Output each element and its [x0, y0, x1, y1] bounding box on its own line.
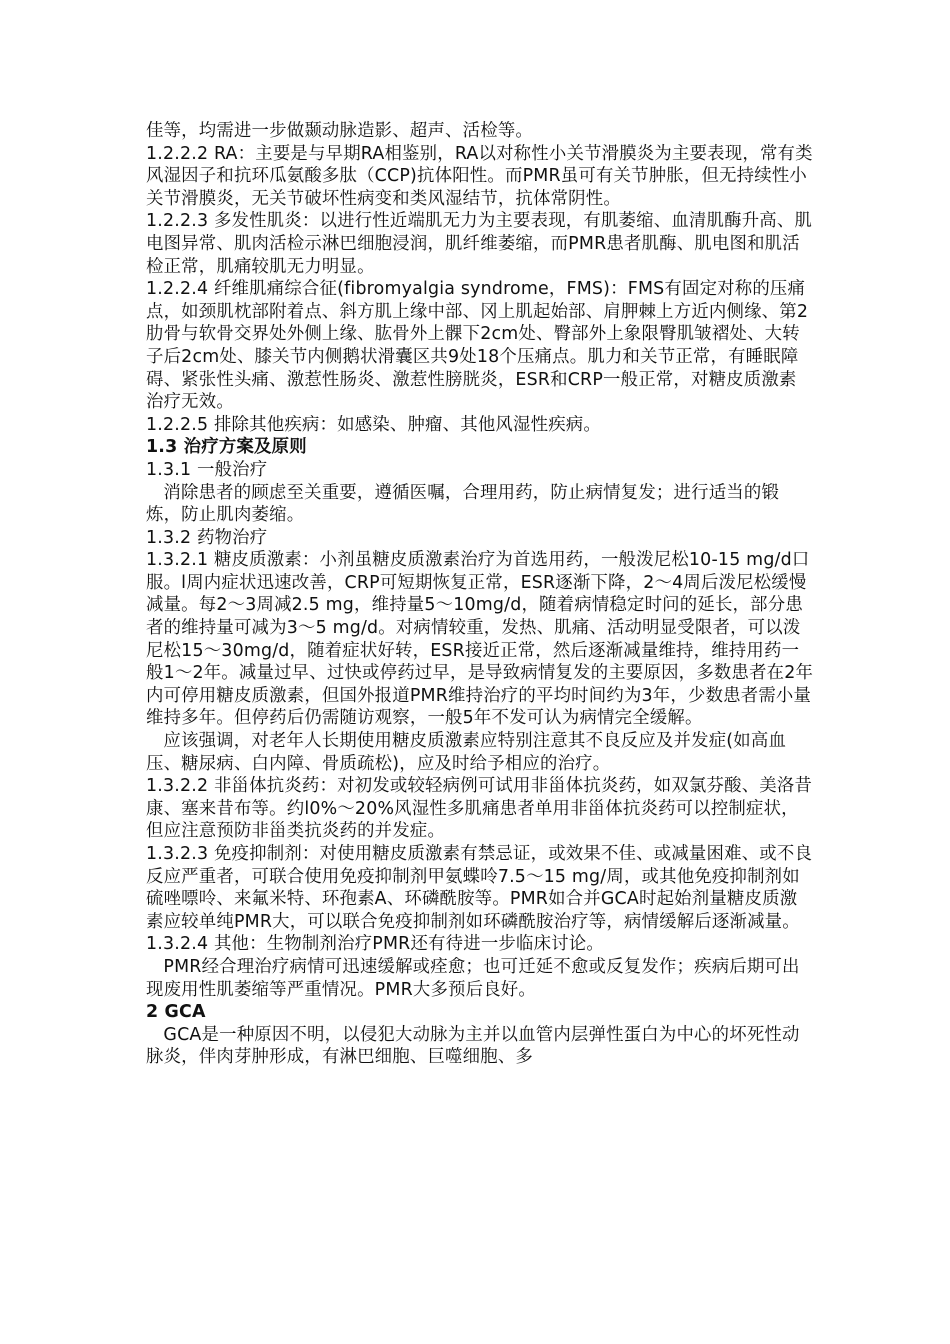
paragraph-1-2-2-2: 1.2.2.2 RA：主要是与早期RA相鉴别，RA以对称性小关节滑膜炎为主要表现，常有类风湿因子和抗环瓜氨酸多肽（CCP)抗体阳性。而PMR虽可有关节肿胀，但无持续性小关节滑膜炎，无关节破坏性病变和类风湿结节，抗体常阴性。: [146, 143, 813, 209]
subheading-1-3-1: 1.3.1 一般治疗: [146, 459, 268, 480]
paragraph-1-3-2-4: 1.3.2.4 其他：生物制剂治疗PMR还有待进一步临床讨论。: [146, 934, 604, 955]
paragraph-1-2-2-4: 1.2.2.4 纤维肌痛综合征(fibromyalgia syndrome，FMS)：FMS有固定对称的压痛点，如颈肌枕部附着点、斜方肌上缘中部、冈上肌起始部、肩胛棘上方近内侧缘、第2肋骨与软骨交界处外侧上缘、肱骨外上髁下2cm处、臀部外上象限臀肌皱褶处、大转子后2cm处、膝关节内侧鹅状滑囊区共9处18个压痛点。肌力和关节正常，有睡眠障碍、紧张性头痛、激惹性肠炎、激惹性膀胱炎，ESR和CRP一般正常，对糖皮质激素治疗无效。: [146, 279, 809, 413]
paragraph-1-3-2-1: 1.3.2.1 糖皮质激素：小剂虽糖皮质激素治疗为首选用药，一般泼尼松10-15 mg/d口服。l周内症状迅速改善，CRP可短期恢复正常，ESR逐渐下降，2～4周后泼尼松缓慢减量。每2～3周减2.5 mg，维持量5～10mg/d，随着病情稳定时问的延长，部分患者的维持量可减为3～5 mg/d。对病情较重，发热、肌痛、活动明显受限者，可以泼尼松15～30mg/d，随着症状好转，ESR接近正常，然后逐渐减量维持，维持用药一般1～2年。减量过早、过快或停药过早，是导致病情复发的主要原因，多数患者在2年内可停用糖皮质激素，但国外报道PMR维持治疗的平均时间约为3年，少数患者需小量维持多年。但停药后仍需随访观察，一般5年不发可认为病情完全缓解。: [146, 550, 814, 729]
subheading-1-3-2: 1.3.2 药物治疗: [146, 527, 268, 548]
paragraph-gca-intro: GCA是一种原因不明，以侵犯大动脉为主并以血管内层弹性蛋白为中心的坏死性动脉炎，伴肉芽肿形成，有淋巴细胞、巨噬细胞、多: [146, 1024, 800, 1068]
paragraph-1-2-2-5: 1.2.2.5 排除其他疾病：如感染、肿瘤、其他风湿性疾病。: [146, 414, 601, 435]
document-page: [146, 120, 814, 1069]
paragraph-1-2-2-3: 1.2.2.3 多发性肌炎：以进行性近端肌无力为主要表现，有肌萎缩、血清肌酶升高、肌电图异常、肌肉活检示淋巴细胞浸润，肌纤维萎缩，而PMR患者肌酶、肌电图和肌活检正常，肌痛较肌无力明显。: [146, 211, 813, 277]
paragraph-1-3-2-3: 1.3.2.3 免疫抑制剂：对使用糖皮质激素有禁忌证，或效果不佳、或减量困难、或不良反应严重者，可联合使用免疫抑制剂甲氨蝶呤7.5～15 mg/周，或其他免疫抑制剂如硫唑嘌呤、来氟米特、环孢素A、环磷酰胺等。PMR如合并GCA时起始剂量糖皮质激素应较单纯PMR大，可以联合免疫抑制剂如环磷酰胺治疗等，病情缓解后逐渐减量。: [146, 844, 813, 932]
paragraph-emphasis: 应该强调，对老年人长期使用糖皮质激素应特别注意其不良反应及并发症(如高血压、糖尿病、白内障、骨质疏松)，应及时给予相应的治疗。: [146, 731, 787, 774]
paragraph-prognosis: PMR经合理治疗病情可迅速缓解或痊愈；也可迁延不愈或反复发作；疾病后期可出现废用性肌萎缩等严重情况。PMR大多预后良好。: [146, 956, 800, 1000]
heading-2-gca: 2 GCA: [146, 1002, 206, 1023]
paragraph-continuation: 佳等，均需进一步做颞动脉造影、超声、活检等。: [146, 121, 533, 141]
heading-1-3: 1.3 治疗方案及原则: [146, 437, 307, 458]
paragraph-1-3-2-2: 1.3.2.2 非甾体抗炎药：对初发或较轻病例可试用非甾体抗炎药，如双氯芬酸、美洛昔康、塞来昔布等。约l0%～20%风湿性多肌痛患者单用非甾体抗炎药可以控制症状，但应注意预防非甾类抗炎药的并发症。: [146, 776, 813, 842]
paragraph-general-treatment: 消除患者的顾虑至关重要，遵循医嘱，合理用药，防止病情复发；进行适当的锻炼，防止肌肉萎缩。: [146, 482, 780, 526]
